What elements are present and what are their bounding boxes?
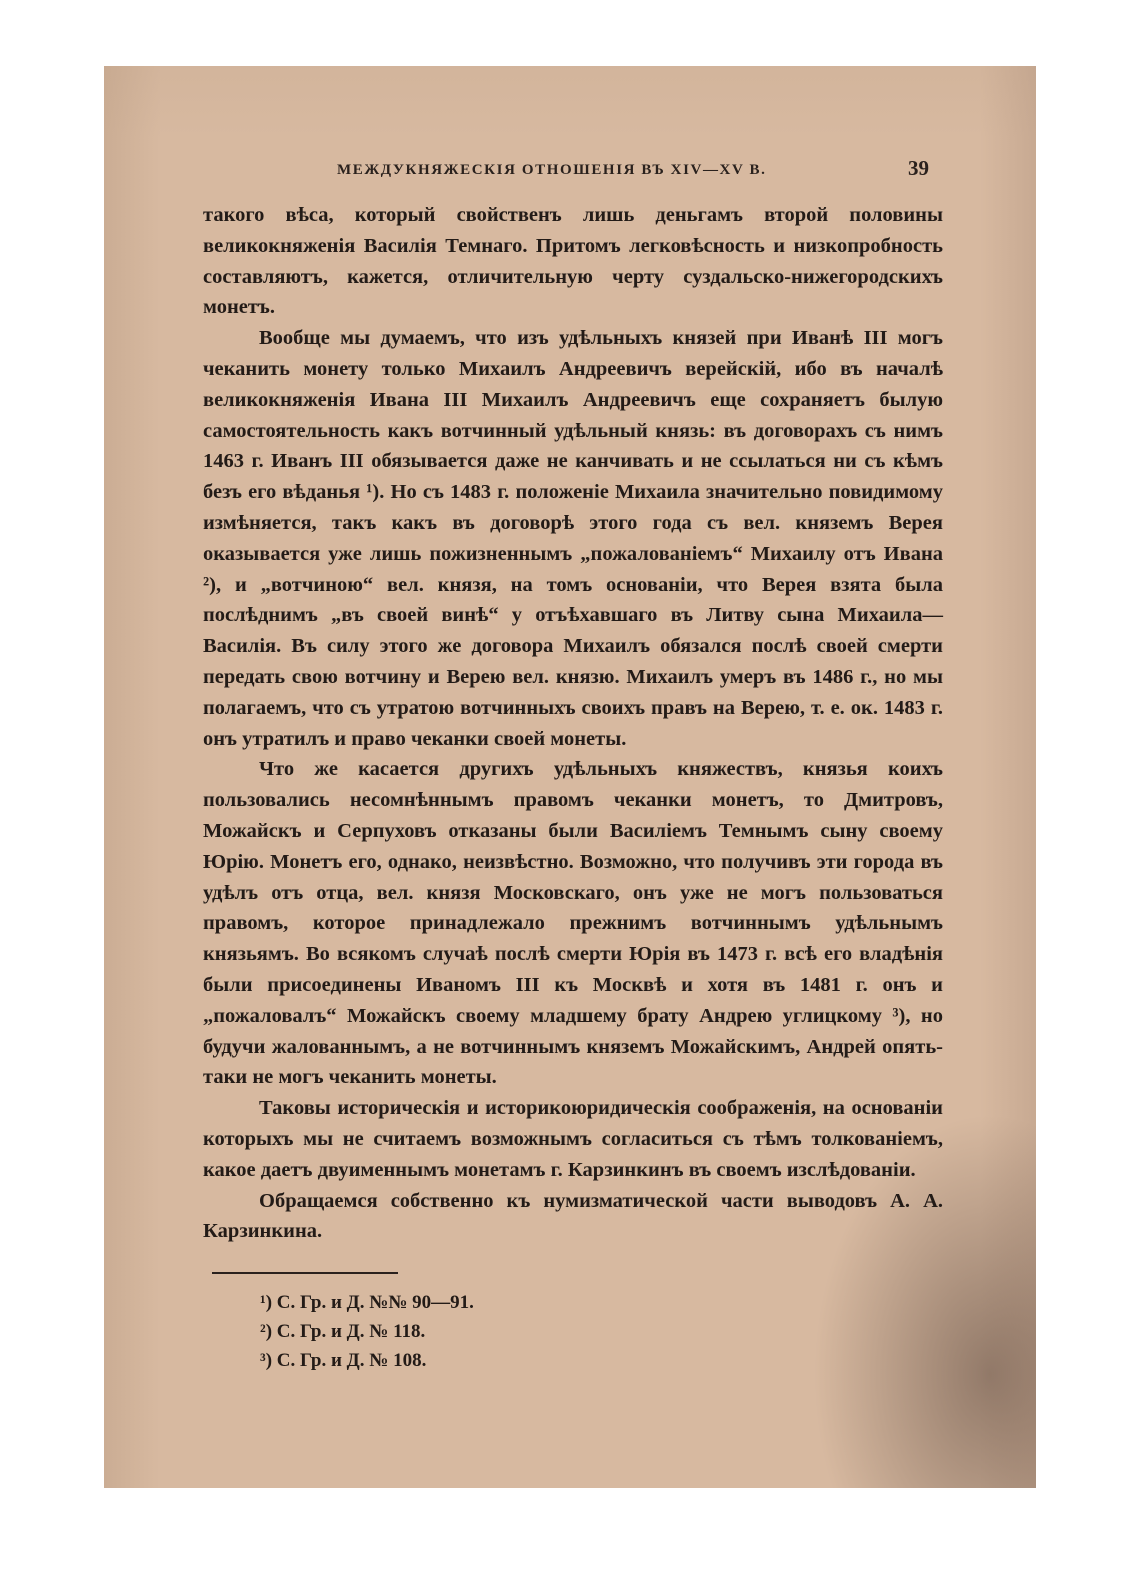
footnote-text: С. Гр. и Д. № 118. <box>276 1321 426 1342</box>
paragraph-1: такого вѣса, который свойственъ лишь деньгамъ второй половины великокняженія Василія Темнаго. Притомъ легковѣсность и низкопробность составляютъ, кажется, отличительную черту суздальско-нижегородскихъ монетъ. <box>203 204 943 319</box>
footnote-mark: ¹) <box>260 1292 273 1313</box>
footnote-mark: ²) <box>260 1321 273 1342</box>
footnote-text: С. Гр. и Д. № 108. <box>276 1350 427 1371</box>
paragraph-3: Что же касается другихъ удѣльныхъ княжествъ, князья коихъ пользовались несомнѣннымъ правомъ чеканки монетъ, то Дмитровъ, Можайскъ и Серпуховъ отказаны были Василіемъ Темнымъ сыну своему Юрію. Монетъ его, однако, неизвѣстно. Возможно, что получивъ эти города въ удѣлъ отъ отца, вел. князя Московскаго, онъ уже не могъ пользоваться правомъ, которое принадлежало прежнимъ вотчиннымъ удѣльнымъ князьямъ. Во всякомъ случаѣ послѣ смерти Юрія въ 1473 г. всѣ его владѣнія были присоединены Иваномъ III къ Москвѣ и хотя въ 1481 г. онъ и „пожаловалъ“ Можайскъ своему младшему брату Андрею углицкому ³), но будучи жалованнымъ, а не вотчиннымъ княземъ Можайскимъ, Андрей опять-таки не могъ чеканить монеты. <box>203 758 943 1089</box>
footnote-1 <box>260 1288 474 1317</box>
running-head: МЕЖДУКНЯЖЕСКІЯ ОТНОШЕНІЯ ВЪ XIV—XV В. <box>337 162 767 178</box>
footnote-3 <box>260 1346 474 1375</box>
body-text <box>203 200 943 1247</box>
page-header <box>199 156 929 186</box>
footnotes <box>260 1288 474 1375</box>
page-number: 39 <box>908 156 929 180</box>
footnote-2 <box>260 1317 474 1346</box>
paragraph-2: Вообще мы думаемъ, что изъ удѣльныхъ князей при Иванѣ III могъ чеканить монету только Михаилъ Андреевичъ верейскій, ибо въ началѣ великокняженія Ивана III Михаилъ Андреевичъ еще сохраняетъ былую самостоятельность какъ вотчинный удѣльный князь: въ договорахъ съ нимъ 1463 г. Иванъ III обязывается даже не канчивать и не ссылаться ни съ кѣмъ безъ его вѣданья ¹). Но съ 1483 г. положеніе Михаила значительно повидимому измѣняется, такъ какъ въ договорѣ этого года съ вел. княземъ Верея оказывается уже лишь пожизненнымъ „пожалованіемъ“ Михаилу отъ Ивана ²), и „вотчиною“ вел. князя, на томъ основаніи, что Верея взята была послѣднимъ „въ своей винѣ“ у отъѣхавшаго въ Литву сына Михаила—Василія. Въ силу этого же договора Михаилъ обязался послѣ своей смерти передать свою вотчину и Верею вел. князю. Михаилъ умеръ въ 1486 г., но мы полагаемъ, что съ утратою вотчинныхъ своихъ правъ на Верею, т. е. ок. 1483 г. онъ утратилъ и право чеканки своей монеты. <box>203 327 943 750</box>
footnote-mark: ³) <box>260 1350 273 1371</box>
footnote-text: С. Гр. и Д. №№ 90—91. <box>276 1292 474 1313</box>
scanned-page <box>104 66 1036 1488</box>
paragraph-5: Обращаемся собственно къ нумизматической части выводовъ А. А. Карзинкина. <box>203 1189 943 1243</box>
footnote-divider <box>212 1272 398 1274</box>
paragraph-4: Таковы историческія и историкоюридическія соображенія, на основаніи которыхъ мы не считаемъ возможнымъ согласиться съ тѣмъ толкованіемъ, какое даетъ двуименнымъ монетамъ г. Карзинкинъ въ своемъ изслѣдованіи. <box>203 1097 943 1181</box>
